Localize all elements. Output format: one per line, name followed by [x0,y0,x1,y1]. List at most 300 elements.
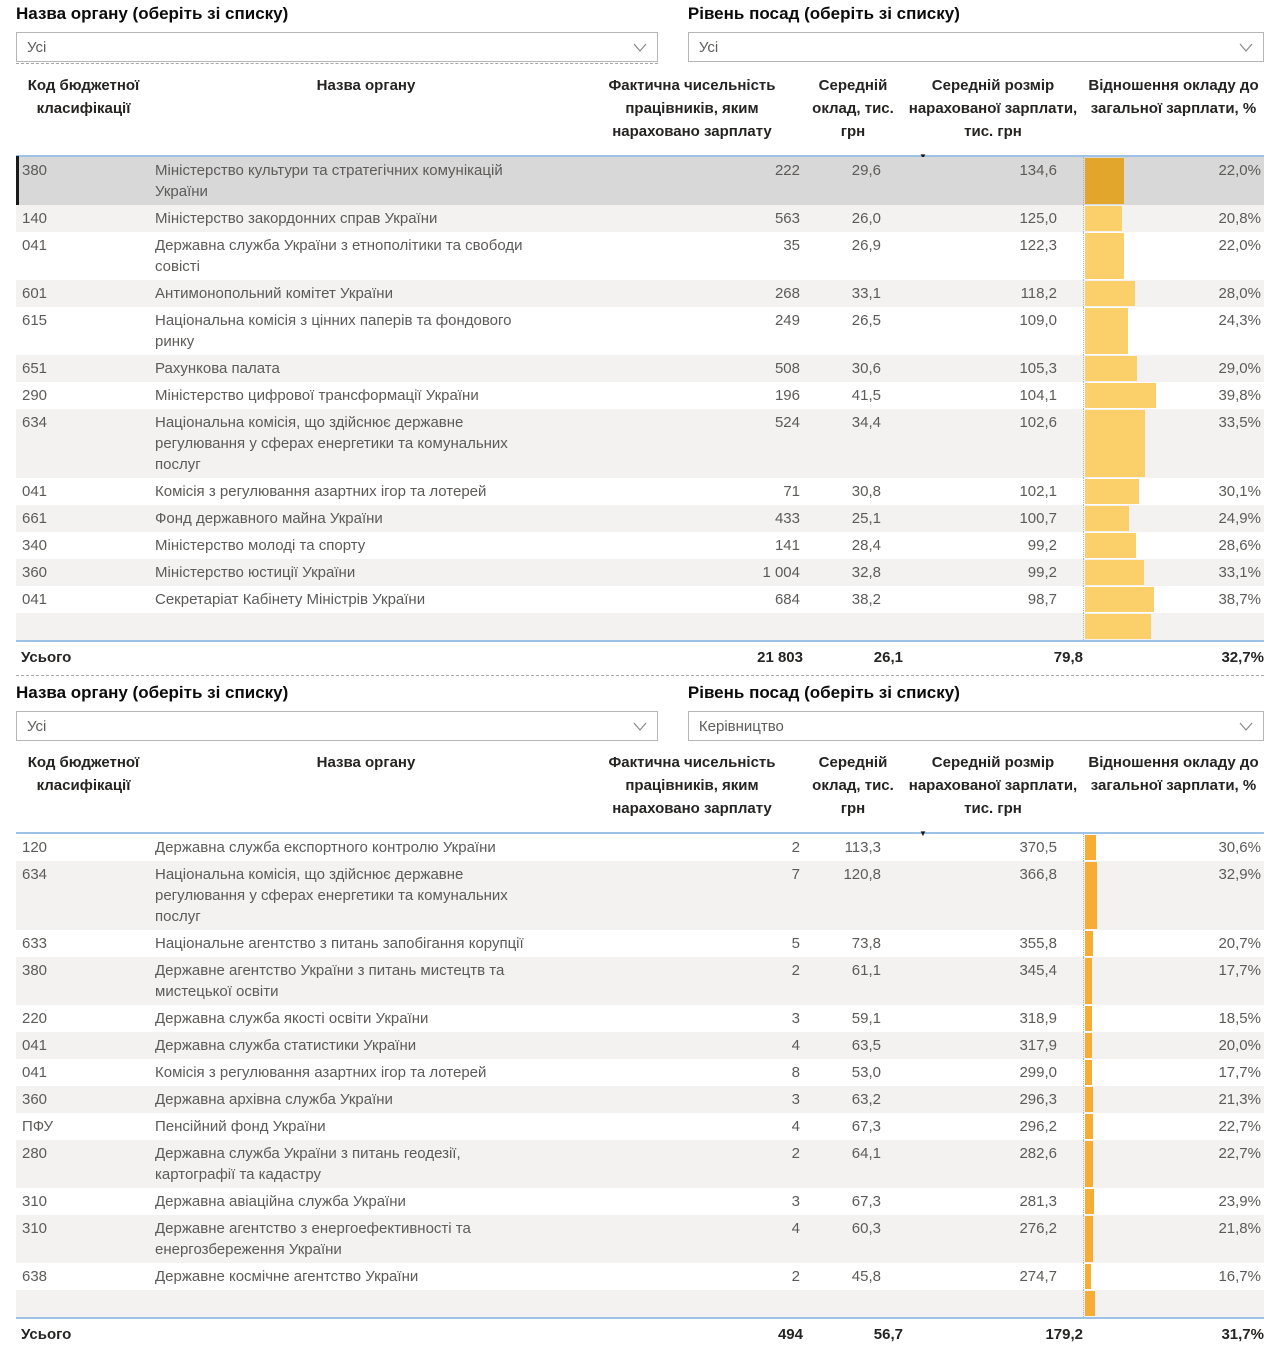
row-workers: 249 [774,312,800,329]
row-org-name [151,1140,581,1188]
table-row[interactable] [16,532,1264,559]
row-org-name [151,532,581,559]
row-org-name [151,834,581,861]
row-ratio-cell [1083,957,1264,1005]
row-org-name [151,280,581,307]
table-body [16,157,1264,640]
column-header-label: Фактична чисельність працівників, яким нараховано зарплату [608,754,776,817]
row-workers: 2 [791,1268,800,1285]
row-accrued: 318,9 [1019,1010,1057,1027]
totals-salary: 26,1 [873,649,903,666]
row-salary: 41,5 [851,387,881,404]
ratio-data-bar [1085,1291,1095,1316]
table-row[interactable] [16,382,1264,409]
row-salary: 59,1 [851,1010,881,1027]
ratio-data-bar [1085,533,1136,558]
row-salary: 26,9 [851,237,881,254]
org-filter [16,4,658,64]
table-totals-row [16,640,1264,673]
row-salary [803,1290,903,1317]
row-org-name-text: Національна комісія, що здійснює державне регулювання у сферах енергетики та комунальних послуг [155,866,508,925]
row-ratio-cell [1083,409,1264,478]
totals-workers: 494 [777,1326,803,1343]
row-ratio-value: 30,6% [1218,839,1261,856]
row-code [16,613,151,640]
row-org-name-text: Державна архівна служба України [155,1091,393,1108]
table-row[interactable] [16,505,1264,532]
column-header[interactable] [581,751,803,820]
row-org-name-text: Антимонопольний комітет України [155,285,393,302]
column-header-label: Назва органу [316,77,416,94]
row-salary: 63,2 [851,1091,881,1108]
row-org-name [151,505,581,532]
column-header[interactable] [1083,74,1264,143]
row-ratio-value: 39,8% [1218,387,1261,404]
row-accrued: 105,3 [1019,360,1057,377]
row-workers: 8 [791,1064,800,1081]
row-ratio-cell [1083,834,1264,861]
column-header[interactable] [16,751,151,820]
ratio-data-bar [1085,1189,1094,1214]
column-header-label: Назва органу [316,754,416,771]
totals-salary: 56,7 [873,1326,903,1343]
row-org-name [151,1059,581,1086]
row-accrued: 274,7 [1019,1268,1057,1285]
row-workers: 684 [774,591,800,608]
position-level-dropdown[interactable] [688,32,1264,62]
row-ratio-value: 20,8% [1218,210,1261,227]
row-code: 633 [22,935,48,952]
row-org-name-text: Міністерство цифрової трансформації України [155,387,479,404]
position-level-filter-label: Рівень посад (оберіть зі списку) [687,683,960,702]
row-salary: 25,1 [851,510,881,527]
org-filter-label: Назва органу (оберіть зі списку) [16,4,289,23]
row-ratio-cell [1083,205,1264,232]
row-org-name [151,559,581,586]
ratio-data-bar [1085,356,1137,381]
column-header[interactable] [903,74,1083,143]
totals-accrued: 79,8 [1053,649,1083,666]
row-workers: 433 [774,510,800,527]
sort-descending-icon[interactable]: ▼ [919,829,927,838]
row-org-name-text: Комісія з регулювання азартних ігор та лотерей [155,483,487,500]
row-ratio-cell [1083,1215,1264,1263]
row-workers: 1 004 [762,564,800,581]
salary-table-all [16,74,1264,676]
row-org-name-text: Міністерство закордонних справ України [155,210,438,227]
row-code: 310 [22,1193,48,1210]
row-org-name [151,1113,581,1140]
ratio-data-bar [1085,1141,1093,1187]
table-totals-row [16,1317,1264,1350]
row-ratio-cell [1083,505,1264,532]
row-ratio-value: 33,5% [1218,414,1261,431]
row-accrued: 122,3 [1019,237,1057,254]
table-row[interactable] [16,205,1264,232]
table-row[interactable] [16,232,1264,280]
row-code: 360 [22,564,48,581]
row-salary: 73,8 [851,935,881,952]
table-row[interactable] [16,1005,1264,1032]
row-accrued: 99,2 [1027,537,1057,554]
row-org-name-text: Державне агентство з енергоефективності та енергозбереження України [155,1220,471,1258]
org-filter [16,683,658,741]
totals-workers: 21 803 [757,649,803,666]
dropdown-value: Усі [27,38,47,56]
ratio-data-bar [1085,233,1124,279]
org-filter-label: Назва органу (оберіть зі списку) [16,683,289,702]
table-row[interactable] [16,834,1264,861]
visual-edge-dashed [16,673,1264,676]
row-workers: 2 [791,839,800,856]
table-row[interactable] [16,409,1264,478]
row-ratio-value: 24,3% [1218,312,1261,329]
table-row[interactable] [16,1113,1264,1140]
row-code: 380 [22,162,48,179]
row-code: 360 [22,1091,48,1108]
row-workers: 7 [791,866,800,883]
table-row[interactable] [16,1263,1264,1290]
row-org-name-text: Державна служба України з етнополітики та свободи совісті [155,237,523,275]
table-header [16,751,1264,838]
table-row[interactable] [16,355,1264,382]
row-accrued [903,613,1083,640]
row-salary: 34,4 [851,414,881,431]
row-ratio-value: 38,7% [1218,591,1261,608]
row-ratio-value: 28,6% [1218,537,1261,554]
table-row[interactable] [16,586,1264,613]
row-accrued: 299,0 [1019,1064,1057,1081]
row-org-name [151,586,581,613]
row-accrued: 296,2 [1019,1118,1057,1135]
row-ratio-value: 32,9% [1218,866,1261,883]
row-code: 041 [22,237,48,254]
row-accrued: 281,3 [1019,1193,1057,1210]
row-code: 634 [22,866,48,883]
row-accrued: 345,4 [1019,962,1057,979]
org-filter-dropdown[interactable] [16,711,658,741]
row-ratio-value: 20,0% [1218,1037,1261,1054]
table-row[interactable] [16,559,1264,586]
ratio-data-bar [1085,862,1097,929]
row-ratio-cell [1083,861,1264,930]
totals-ratio: 32,7% [1221,649,1264,666]
column-header[interactable] [581,74,803,143]
chevron-down-icon [633,43,647,52]
position-level-filter [688,4,1264,64]
ratio-data-bar [1085,410,1145,477]
row-org-name [151,1263,581,1290]
row-org-name [151,1188,581,1215]
row-org-name [151,478,581,505]
position-level-dropdown[interactable] [688,711,1264,741]
column-header-label: Код бюджетної класифікації [27,77,140,117]
table-row[interactable] [16,1215,1264,1263]
row-org-name-text: Національне агентство з питань запобігання корупції [155,935,524,952]
column-header[interactable] [903,751,1083,838]
row-workers [581,1290,803,1317]
row-workers: 3 [791,1010,800,1027]
ratio-data-bar [1085,587,1154,612]
row-salary: 63,5 [851,1037,881,1054]
row-salary: 67,3 [851,1118,881,1135]
ratio-data-bar [1085,506,1129,531]
row-workers: 4 [791,1118,800,1135]
table-body [16,834,1264,1317]
row-org-name [151,1215,581,1263]
chevron-down-icon [1239,722,1253,731]
row-workers: 563 [774,210,800,227]
row-accrued: 317,9 [1019,1037,1057,1054]
row-ratio-cell [1083,1032,1264,1059]
column-header[interactable] [803,74,903,143]
row-accrued: 102,1 [1019,483,1057,500]
section-management [0,679,1280,1350]
row-ratio-cell [1083,586,1264,613]
row-ratio-cell [1083,478,1264,505]
row-ratio-value: 22,7% [1218,1118,1261,1135]
row-org-name [151,930,581,957]
org-filter-dropdown[interactable] [16,32,658,62]
row-org-name-text: Національна комісія з цінних паперів та фондового ринку [155,312,512,350]
ratio-data-bar [1085,1264,1091,1289]
row-org-name [151,613,581,640]
row-code: 340 [22,537,48,554]
row-code [16,1290,151,1317]
row-workers: 524 [774,414,800,431]
row-accrued: 102,6 [1019,414,1057,431]
row-ratio-value: 29,0% [1218,360,1261,377]
totals-label: Усього [21,649,72,666]
column-header[interactable] [1083,751,1264,820]
row-ratio-cell [1083,930,1264,957]
row-salary: 28,4 [851,537,881,554]
table-row[interactable] [16,478,1264,505]
column-header-label: Відношення окладу до загальної зарплати, % [1088,754,1259,794]
row-accrued: 99,2 [1027,564,1057,581]
row-ratio-cell [1083,1140,1264,1188]
ratio-data-bar [1085,1060,1092,1085]
row-salary: 61,1 [851,962,881,979]
dropdown-value: Усі [27,717,47,735]
column-header[interactable] [16,74,151,143]
row-ratio-cell [1083,1059,1264,1086]
row-code: 041 [22,1037,48,1054]
column-header-label: Фактична чисельність працівників, яким нараховано зарплату [608,77,776,140]
row-accrued: 276,2 [1019,1220,1057,1237]
ratio-data-bar [1085,1216,1093,1262]
column-header-label: Середній оклад, тис. грн [812,754,894,817]
row-salary: 29,6 [851,162,881,179]
salary-table-management [16,751,1264,1350]
row-ratio-cell [1083,382,1264,409]
row-workers: 268 [774,285,800,302]
row-org-name [151,355,581,382]
row-org-name [151,1005,581,1032]
table-row[interactable] [16,1140,1264,1188]
row-salary: 60,3 [851,1220,881,1237]
row-ratio-cell [1083,1290,1264,1317]
row-salary: 30,6 [851,360,881,377]
column-header[interactable] [151,74,581,143]
row-code: 220 [22,1010,48,1027]
row-ratio-value: 22,0% [1218,237,1261,254]
row-org-name [151,232,581,280]
row-workers: 222 [774,162,800,179]
ratio-data-bar [1085,958,1092,1004]
row-org-name [151,382,581,409]
row-ratio-value: 30,1% [1218,483,1261,500]
table-row[interactable] [16,1086,1264,1113]
table-row[interactable] [16,1059,1264,1086]
table-row[interactable] [16,1032,1264,1059]
row-code: 140 [22,210,48,227]
row-workers: 3 [791,1091,800,1108]
row-accrued: 370,5 [1019,839,1057,856]
row-accrued: 109,0 [1019,312,1057,329]
row-salary: 26,0 [851,210,881,227]
row-ratio-cell [1083,613,1264,640]
row-org-name-text: Фонд державного майна України [155,510,383,527]
row-org-name-text: Секретаріат Кабінету Міністрів України [155,591,426,608]
row-ratio-value: 17,7% [1218,1064,1261,1081]
row-ratio-value: 17,7% [1218,962,1261,979]
row-ratio-value: 21,3% [1218,1091,1261,1108]
row-org-name-text: Державна служба України з питань геодезії, картографії та кадастру [155,1145,461,1183]
row-workers: 35 [783,237,800,254]
column-header-label: Середній розмір нарахованої зарплати, тис. грн [908,77,1078,140]
row-code: 601 [22,285,48,302]
column-header-label: Відношення окладу до загальної зарплати, % [1088,77,1259,117]
row-code: 380 [22,962,48,979]
row-code: 634 [22,414,48,431]
row-salary: 32,8 [851,564,881,581]
row-workers: 71 [783,483,800,500]
row-org-name-text: Національна комісія, що здійснює державне регулювання у сферах енергетики та комунальних послуг [155,414,508,473]
row-code: 651 [22,360,48,377]
ratio-data-bar [1085,1006,1092,1031]
row-org-name-text: Державна служба статистики України [155,1037,417,1054]
row-code: 661 [22,510,48,527]
row-org-name-text: Пенсійний фонд України [155,1118,326,1135]
row-salary: 113,3 [844,839,881,856]
row-ratio-cell [1083,1188,1264,1215]
row-accrued [903,1290,1083,1317]
row-workers: 196 [774,387,800,404]
row-org-name-text: Міністерство культури та стратегічних комунікацій України [155,162,503,200]
totals-ratio: 31,7% [1221,1326,1264,1343]
row-ratio-cell [1083,1113,1264,1140]
row-code: 280 [22,1145,48,1162]
row-ratio-value: 22,7% [1218,1145,1261,1162]
row-ratio-value: 16,7% [1218,1268,1261,1285]
table-row-clipped[interactable] [16,613,1264,640]
row-workers: 3 [791,1193,800,1210]
row-code: 310 [22,1220,48,1237]
position-level-filter [688,683,1264,741]
table-row[interactable] [16,957,1264,1005]
position-level-filter-label: Рівень посад (оберіть зі списку) [687,4,960,23]
column-header[interactable] [803,751,903,820]
ratio-data-bar [1085,835,1096,860]
ratio-data-bar [1085,931,1093,956]
row-org-name-text: Державне космічне агентство України [155,1268,419,1285]
row-org-name [151,1290,581,1317]
ratio-data-bar [1085,308,1128,354]
row-code: 041 [22,1064,48,1081]
row-workers: 4 [791,1220,800,1237]
row-code: ПФУ [22,1118,54,1135]
row-ratio-cell [1083,559,1264,586]
row-ratio-value: 18,5% [1218,1010,1261,1027]
chevron-down-icon [1239,43,1253,52]
filter-row [16,4,1264,64]
row-org-name [151,957,581,1005]
row-accrued: 100,7 [1019,510,1057,527]
row-ratio-cell [1083,232,1264,280]
row-org-name [151,409,581,478]
row-org-name [151,307,581,355]
ratio-data-bar [1085,1033,1092,1058]
row-code: 615 [22,312,48,329]
row-org-name [151,157,581,205]
table-row[interactable] [16,1188,1264,1215]
row-salary [803,613,903,640]
row-salary: 45,8 [851,1268,881,1285]
row-org-name-text: Рахункова палата [155,360,280,377]
row-ratio-cell [1083,532,1264,559]
table-row[interactable] [16,280,1264,307]
row-workers: 2 [791,1145,800,1162]
row-accrued: 118,2 [1020,285,1057,302]
table-row[interactable] [16,930,1264,957]
chevron-down-icon [633,722,647,731]
row-ratio-value: 22,0% [1218,162,1261,179]
table-row[interactable] [16,861,1264,930]
dropdown-value: Усі [698,38,719,56]
column-header-label: Середній оклад, тис. грн [812,77,894,140]
row-salary: 53,0 [851,1064,881,1081]
row-workers: 2 [791,962,800,979]
table-row[interactable] [16,157,1264,205]
row-workers: 4 [791,1037,800,1054]
row-ratio-cell [1083,1005,1264,1032]
column-header-label: Код бюджетної класифікації [27,754,140,794]
row-salary: 67,3 [851,1193,881,1210]
ratio-data-bar [1085,206,1122,231]
row-ratio-cell [1083,1263,1264,1290]
table-row[interactable] [16,307,1264,355]
ratio-data-bar [1085,158,1124,204]
row-ratio-cell [1083,307,1264,355]
row-ratio-cell [1083,280,1264,307]
column-header[interactable] [151,751,581,820]
row-salary: 120,8 [843,866,881,883]
row-accrued: 366,8 [1019,866,1057,883]
table-row-clipped[interactable] [16,1290,1264,1317]
row-ratio-cell [1083,157,1264,205]
ratio-data-bar [1085,1087,1093,1112]
row-ratio-value: 33,1% [1218,564,1261,581]
row-org-name [151,205,581,232]
row-ratio-value: 24,9% [1218,510,1261,527]
ratio-data-bar [1085,1114,1093,1139]
row-workers: 5 [791,935,800,952]
row-org-name-text: Державна авіаційна служба України [155,1193,406,1210]
row-accrued: 98,7 [1027,591,1057,608]
row-org-name [151,1086,581,1113]
row-salary: 38,2 [851,591,881,608]
